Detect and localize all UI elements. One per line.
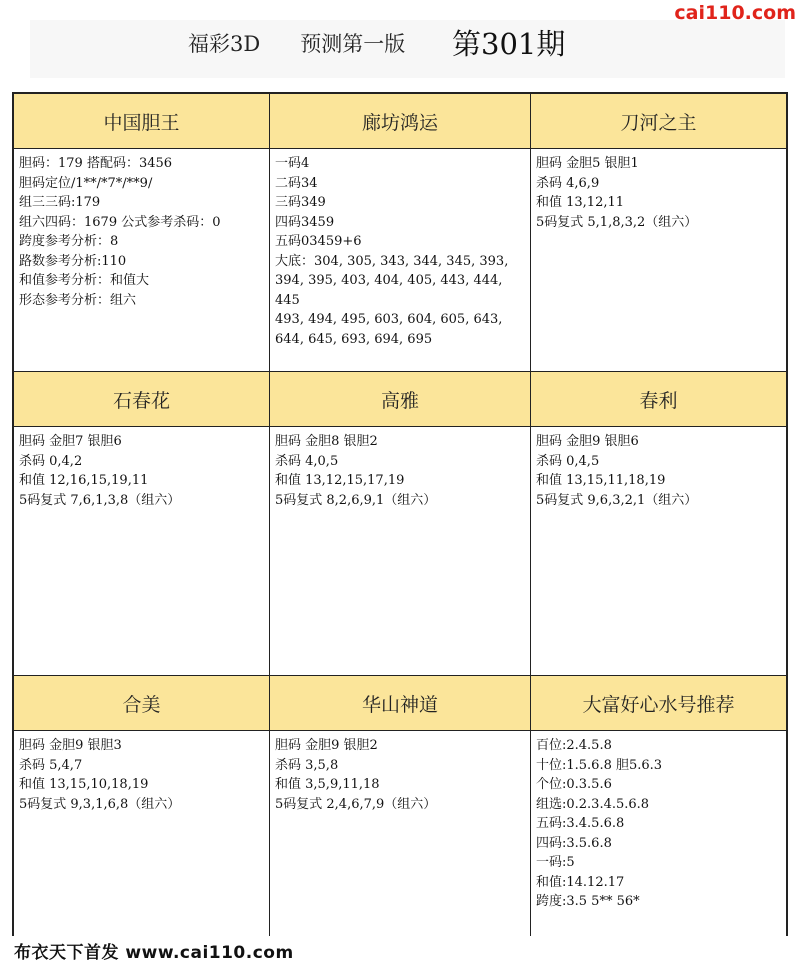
prediction-line: 跨度参考分析：8 — [19, 234, 119, 249]
prediction-line: 和值 13,12,15,17,19 — [275, 473, 405, 488]
prediction-line: 组三三码:179 — [19, 195, 101, 210]
expert-predictions — [270, 149, 530, 349]
expert-panel — [14, 676, 270, 940]
expert-name: 廊坊鸿运 — [270, 94, 530, 149]
expert-panel — [531, 676, 786, 940]
expert-name: 春利 — [531, 372, 786, 427]
footer-source-text: 布衣天下首发 www.cai110.com — [14, 943, 294, 963]
prediction-line: 胆码 金胆9 银胆2 — [275, 738, 378, 753]
prediction-line: 杀码 0,4,5 — [536, 453, 600, 469]
prediction-line: 杀码 4,6,9 — [536, 175, 600, 191]
prediction-line: 四码:3.5.6.8 — [536, 835, 612, 851]
prediction-line: 胆码定位/1**/*7*/**9/ — [19, 175, 153, 191]
prediction-line: 和值 13,15,10,18,19 — [19, 777, 149, 792]
prediction-line: 胆码 金胆9 银胆3 — [19, 738, 122, 753]
prediction-line: 胆码 金胆5 银胆1 — [536, 156, 639, 171]
issue-number: 第301期 — [452, 27, 566, 61]
expert-panel — [531, 94, 786, 372]
expert-panel — [14, 372, 270, 676]
expert-predictions — [14, 149, 269, 310]
prediction-line: 杀码 5,4,7 — [19, 757, 83, 773]
prediction-line: 和值 13,15,11,18,19 — [536, 473, 666, 488]
prediction-line: 杀码 0,4,2 — [19, 453, 83, 469]
prediction-line: 胆码 金胆8 银胆2 — [275, 434, 378, 449]
expert-name: 刀河之主 — [531, 94, 786, 149]
expert-panel — [270, 94, 531, 372]
prediction-grid — [12, 92, 788, 942]
expert-name: 合美 — [14, 676, 269, 731]
prediction-line: 大底：304, 305, 343, 344, 345, 393, 394, 395, 403, 404, 405, 443, 444, 445 — [275, 253, 509, 308]
title-background — [30, 20, 785, 78]
prediction-line: 5码复式 9,3,1,6,8（组六） — [19, 796, 181, 812]
page-header — [0, 0, 800, 88]
expert-predictions — [531, 149, 786, 232]
prediction-line: 胆码 金胆9 银胆6 — [536, 434, 639, 449]
expert-predictions — [14, 427, 269, 510]
prediction-line: 5码复式 9,6,3,2,1（组六） — [536, 492, 698, 508]
expert-name: 中国胆王 — [14, 94, 269, 149]
prediction-line: 5码复式 2,4,6,7,9（组六） — [275, 796, 437, 812]
prediction-line: 5码复式 5,1,8,3,2（组六） — [536, 214, 698, 230]
prediction-line: 十位:1.5.6.8 胆5.6.3 — [536, 757, 663, 773]
expert-panel — [14, 94, 270, 372]
prediction-line: 和值 13,12,11 — [536, 195, 625, 210]
prediction-line: 杀码 3,5,8 — [275, 757, 339, 773]
expert-panel — [270, 372, 531, 676]
prediction-line: 四码3459 — [275, 214, 335, 230]
prediction-line: 杀码 4,0,5 — [275, 453, 339, 469]
expert-name: 石春花 — [14, 372, 269, 427]
prediction-line: 5码复式 7,6,1,3,8（组六） — [19, 492, 181, 508]
expert-predictions — [14, 731, 269, 814]
prediction-line: 三码349 — [275, 195, 326, 210]
prediction-line: 一码:5 — [536, 855, 575, 870]
expert-name: 华山神道 — [270, 676, 530, 731]
prediction-line: 493, 494, 495, 603, 604, 605, 643, 644, 645, 693, 694, 695 — [275, 312, 503, 347]
prediction-line: 和值 12,16,15,19,11 — [19, 473, 149, 488]
prediction-line: 跨度:3.5 5** 56* — [536, 894, 640, 909]
lottery-title: 福彩3D 预测第一版 — [188, 32, 406, 56]
expert-predictions — [531, 731, 786, 912]
prediction-line: 和值 3,5,9,11,18 — [275, 777, 380, 792]
prediction-line: 路数参考分析:110 — [19, 253, 127, 269]
prediction-line: 一码4 — [275, 156, 310, 171]
expert-predictions — [270, 731, 530, 814]
expert-name: 高雅 — [270, 372, 530, 427]
prediction-line: 百位:2.4.5.8 — [536, 738, 612, 753]
expert-predictions — [531, 427, 786, 510]
prediction-line: 个位:0.3.5.6 — [536, 777, 612, 792]
prediction-line: 五码:3.4.5.6.8 — [536, 816, 625, 831]
expert-predictions — [270, 427, 530, 510]
expert-name: 大富好心水号推荐 — [531, 676, 786, 731]
prediction-line: 组选:0.2.3.4.5.6.8 — [536, 796, 650, 812]
prediction-line: 二码34 — [275, 175, 318, 191]
prediction-line: 形态参考分析：组六 — [19, 292, 137, 308]
prediction-line: 组六四码：1679 公式参考杀码：0 — [19, 214, 221, 230]
prediction-line: 和值:14.12.17 — [536, 874, 625, 890]
expert-panel — [270, 676, 531, 940]
prediction-line: 胆码 金胆7 银胆6 — [19, 434, 122, 449]
prediction-line: 和值参考分析：和值大 — [19, 273, 150, 288]
prediction-line: 胆码：179 搭配码：3456 — [19, 156, 173, 171]
brand-watermark: cai110.com — [674, 2, 796, 24]
prediction-line: 五码03459+6 — [275, 234, 362, 249]
prediction-line: 5码复式 8,2,6,9,1（组六） — [275, 492, 437, 508]
page-footer — [0, 936, 800, 963]
expert-panel — [531, 372, 786, 676]
